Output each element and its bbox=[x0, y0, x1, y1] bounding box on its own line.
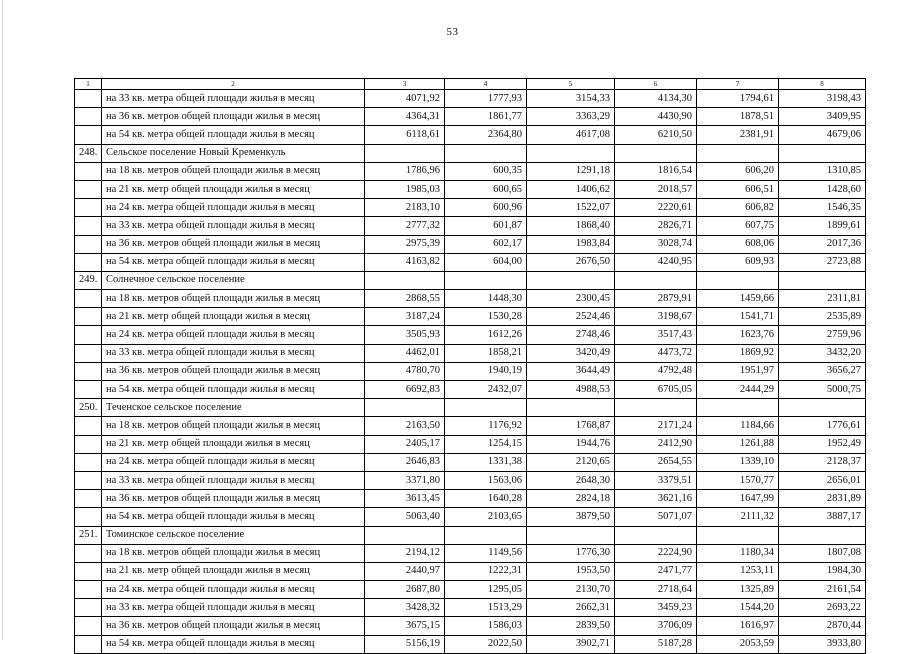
value-cell: 2120,65 bbox=[527, 453, 615, 471]
value-cell: 1586,03 bbox=[445, 617, 527, 635]
column-number: 8 bbox=[779, 79, 866, 90]
settlement-name: Сельское поселение Новый Кременкуль bbox=[102, 144, 365, 162]
empty-cell bbox=[445, 399, 527, 417]
value-cell: 2364,80 bbox=[445, 126, 527, 144]
value-cell: 2111,32 bbox=[697, 508, 779, 526]
value-cell: 5071,07 bbox=[615, 508, 697, 526]
value-cell: 2654,55 bbox=[615, 453, 697, 471]
value-cell: 1331,38 bbox=[445, 453, 527, 471]
value-cell: 608,06 bbox=[697, 235, 779, 253]
empty-cell bbox=[527, 271, 615, 289]
row-number-cell bbox=[75, 381, 102, 399]
value-cell: 2687,80 bbox=[365, 581, 445, 599]
empty-cell bbox=[527, 144, 615, 162]
value-cell: 3198,67 bbox=[615, 308, 697, 326]
area-description: на 21 кв. метр общей площади жилья в месяц bbox=[102, 562, 365, 580]
value-cell: 6118,61 bbox=[365, 126, 445, 144]
empty-cell bbox=[697, 526, 779, 544]
tariff-table bbox=[74, 78, 866, 654]
column-number: 3 bbox=[365, 79, 445, 90]
value-cell: 4240,95 bbox=[615, 253, 697, 271]
value-cell: 1254,15 bbox=[445, 435, 527, 453]
value-cell: 1861,77 bbox=[445, 108, 527, 126]
row-number-cell bbox=[75, 417, 102, 435]
value-cell: 4988,53 bbox=[527, 381, 615, 399]
value-cell: 2432,07 bbox=[445, 381, 527, 399]
value-cell: 1513,29 bbox=[445, 599, 527, 617]
row-number-cell bbox=[75, 180, 102, 198]
value-cell: 1176,92 bbox=[445, 417, 527, 435]
value-cell: 1295,05 bbox=[445, 581, 527, 599]
table-row bbox=[75, 290, 866, 308]
value-cell: 1985,03 bbox=[365, 180, 445, 198]
value-cell: 2224,90 bbox=[615, 544, 697, 562]
value-cell: 2693,22 bbox=[779, 599, 866, 617]
value-cell: 1570,77 bbox=[697, 471, 779, 489]
value-cell: 2311,81 bbox=[779, 290, 866, 308]
value-cell: 2975,39 bbox=[365, 235, 445, 253]
value-cell: 2194,12 bbox=[365, 544, 445, 562]
value-cell: 1339,10 bbox=[697, 453, 779, 471]
value-cell: 6210,50 bbox=[615, 126, 697, 144]
value-cell: 601,87 bbox=[445, 217, 527, 235]
row-number-cell bbox=[75, 108, 102, 126]
value-cell: 1406,62 bbox=[527, 180, 615, 198]
settlement-name: Солнечное сельское поселение bbox=[102, 271, 365, 289]
value-cell: 2405,17 bbox=[365, 435, 445, 453]
value-cell: 1184,66 bbox=[697, 417, 779, 435]
area-description: на 18 кв. метров общей площади жилья в месяц bbox=[102, 544, 365, 562]
value-cell: 1768,87 bbox=[527, 417, 615, 435]
table-row bbox=[75, 599, 866, 617]
value-cell: 1612,26 bbox=[445, 326, 527, 344]
value-cell: 3517,43 bbox=[615, 326, 697, 344]
value-cell: 1149,56 bbox=[445, 544, 527, 562]
value-cell: 5000,75 bbox=[779, 381, 866, 399]
row-number-cell bbox=[75, 508, 102, 526]
value-cell: 2183,10 bbox=[365, 199, 445, 217]
area-description: на 33 кв. метра общей площади жилья в месяц bbox=[102, 599, 365, 617]
value-cell: 1647,99 bbox=[697, 490, 779, 508]
value-cell: 2440,97 bbox=[365, 562, 445, 580]
row-number-cell bbox=[75, 471, 102, 489]
value-cell: 4163,82 bbox=[365, 253, 445, 271]
area-description: на 54 кв. метра общей площади жилья в месяц bbox=[102, 381, 365, 399]
empty-cell bbox=[779, 144, 866, 162]
row-number-cell bbox=[75, 490, 102, 508]
value-cell: 1428,60 bbox=[779, 180, 866, 198]
empty-cell bbox=[365, 271, 445, 289]
table-row bbox=[75, 417, 866, 435]
area-description: на 36 кв. метров общей площади жилья в месяц bbox=[102, 362, 365, 380]
empty-cell bbox=[779, 271, 866, 289]
value-cell: 3505,93 bbox=[365, 326, 445, 344]
empty-cell bbox=[365, 144, 445, 162]
value-cell: 1777,93 bbox=[445, 90, 527, 108]
column-number: 4 bbox=[445, 79, 527, 90]
area-description: на 36 кв. метров общей площади жилья в месяц bbox=[102, 108, 365, 126]
area-description: на 36 кв. метров общей площади жилья в месяц bbox=[102, 617, 365, 635]
row-number-cell bbox=[75, 326, 102, 344]
value-cell: 3198,43 bbox=[779, 90, 866, 108]
table-row bbox=[75, 508, 866, 526]
value-cell: 5187,28 bbox=[615, 635, 697, 653]
value-cell: 1253,11 bbox=[697, 562, 779, 580]
value-cell: 3644,49 bbox=[527, 362, 615, 380]
empty-cell bbox=[779, 526, 866, 544]
value-cell: 2524,46 bbox=[527, 308, 615, 326]
row-number-cell bbox=[75, 217, 102, 235]
value-cell: 3887,17 bbox=[779, 508, 866, 526]
column-number: 2 bbox=[102, 79, 365, 90]
row-number-cell bbox=[75, 635, 102, 653]
area-description: на 54 кв. метра общей площади жилья в месяц bbox=[102, 508, 365, 526]
table-row bbox=[75, 108, 866, 126]
value-cell: 3613,45 bbox=[365, 490, 445, 508]
value-cell: 600,65 bbox=[445, 180, 527, 198]
row-number-cell bbox=[75, 344, 102, 362]
value-cell: 604,00 bbox=[445, 253, 527, 271]
value-cell: 1541,71 bbox=[697, 308, 779, 326]
table-row bbox=[75, 471, 866, 489]
value-cell: 2759,96 bbox=[779, 326, 866, 344]
value-cell: 600,35 bbox=[445, 162, 527, 180]
value-cell: 2646,83 bbox=[365, 453, 445, 471]
area-description: на 21 кв. метр общей площади жилья в месяц bbox=[102, 180, 365, 198]
area-description: на 36 кв. метров общей площади жилья в месяц bbox=[102, 235, 365, 253]
settlement-row bbox=[75, 271, 866, 289]
area-description: на 24 кв. метра общей площади жилья в месяц bbox=[102, 326, 365, 344]
row-number-cell bbox=[75, 562, 102, 580]
value-cell: 1776,61 bbox=[779, 417, 866, 435]
area-description: на 33 кв. метра общей площади жилья в месяц bbox=[102, 90, 365, 108]
value-cell: 3187,24 bbox=[365, 308, 445, 326]
value-cell: 2826,71 bbox=[615, 217, 697, 235]
empty-cell bbox=[527, 399, 615, 417]
value-cell: 4071,92 bbox=[365, 90, 445, 108]
value-cell: 1261,88 bbox=[697, 435, 779, 453]
value-cell: 3459,23 bbox=[615, 599, 697, 617]
value-cell: 3879,50 bbox=[527, 508, 615, 526]
value-cell: 4473,72 bbox=[615, 344, 697, 362]
value-cell: 3675,15 bbox=[365, 617, 445, 635]
empty-cell bbox=[615, 271, 697, 289]
value-cell: 4134,30 bbox=[615, 90, 697, 108]
value-cell: 2018,57 bbox=[615, 180, 697, 198]
row-number-cell bbox=[75, 544, 102, 562]
settlement-name: Томинское сельское поселение bbox=[102, 526, 365, 544]
value-cell: 1869,92 bbox=[697, 344, 779, 362]
table-row bbox=[75, 453, 866, 471]
row-number-cell bbox=[75, 199, 102, 217]
value-cell: 3379,51 bbox=[615, 471, 697, 489]
value-cell: 3409,95 bbox=[779, 108, 866, 126]
value-cell: 1530,28 bbox=[445, 308, 527, 326]
value-cell: 2831,89 bbox=[779, 490, 866, 508]
value-cell: 2868,55 bbox=[365, 290, 445, 308]
value-cell: 2748,46 bbox=[527, 326, 615, 344]
value-cell: 609,93 bbox=[697, 253, 779, 271]
column-number: 6 bbox=[615, 79, 697, 90]
row-number-cell bbox=[75, 290, 102, 308]
value-cell: 2718,64 bbox=[615, 581, 697, 599]
area-description: на 24 кв. метра общей площади жилья в месяц bbox=[102, 581, 365, 599]
value-cell: 1951,97 bbox=[697, 362, 779, 380]
table-row bbox=[75, 490, 866, 508]
value-cell: 4364,31 bbox=[365, 108, 445, 126]
value-cell: 2824,18 bbox=[527, 490, 615, 508]
value-cell: 1952,49 bbox=[779, 435, 866, 453]
table-row bbox=[75, 544, 866, 562]
row-number-cell bbox=[75, 617, 102, 635]
settlement-row bbox=[75, 526, 866, 544]
value-cell: 1546,35 bbox=[779, 199, 866, 217]
value-cell: 1794,61 bbox=[697, 90, 779, 108]
settlement-number: 250. bbox=[75, 399, 102, 417]
value-cell: 2777,32 bbox=[365, 217, 445, 235]
page-number: 53 bbox=[446, 26, 459, 38]
value-cell: 2870,44 bbox=[779, 617, 866, 635]
value-cell: 1222,31 bbox=[445, 562, 527, 580]
value-cell: 2103,65 bbox=[445, 508, 527, 526]
value-cell: 2300,45 bbox=[527, 290, 615, 308]
area-description: на 33 кв. метра общей площади жилья в месяц bbox=[102, 217, 365, 235]
empty-cell bbox=[445, 526, 527, 544]
value-cell: 4679,06 bbox=[779, 126, 866, 144]
row-number-cell bbox=[75, 362, 102, 380]
value-cell: 606,20 bbox=[697, 162, 779, 180]
value-cell: 1616,97 bbox=[697, 617, 779, 635]
empty-cell bbox=[779, 399, 866, 417]
row-number-cell bbox=[75, 90, 102, 108]
area-description: на 54 кв. метра общей площади жилья в месяц bbox=[102, 253, 365, 271]
value-cell: 1807,08 bbox=[779, 544, 866, 562]
table-row bbox=[75, 126, 866, 144]
row-number-cell bbox=[75, 581, 102, 599]
empty-cell bbox=[527, 526, 615, 544]
settlement-number: 249. bbox=[75, 271, 102, 289]
empty-cell bbox=[615, 526, 697, 544]
empty-cell bbox=[697, 144, 779, 162]
row-number-cell bbox=[75, 435, 102, 453]
area-description: на 54 кв. метра общей площади жилья в месяц bbox=[102, 635, 365, 653]
value-cell: 600,96 bbox=[445, 199, 527, 217]
table-row bbox=[75, 253, 866, 271]
value-cell: 1878,51 bbox=[697, 108, 779, 126]
area-description: на 54 кв. метра общей площади жилья в месяц bbox=[102, 126, 365, 144]
value-cell: 2676,50 bbox=[527, 253, 615, 271]
area-description: на 21 кв. метр общей площади жилья в месяц bbox=[102, 435, 365, 453]
value-cell: 3902,71 bbox=[527, 635, 615, 653]
value-cell: 1544,20 bbox=[697, 599, 779, 617]
value-cell: 2171,24 bbox=[615, 417, 697, 435]
value-cell: 4430,90 bbox=[615, 108, 697, 126]
row-number-cell bbox=[75, 599, 102, 617]
table-row bbox=[75, 90, 866, 108]
table-row bbox=[75, 180, 866, 198]
value-cell: 3028,74 bbox=[615, 235, 697, 253]
empty-cell bbox=[445, 271, 527, 289]
value-cell: 2879,91 bbox=[615, 290, 697, 308]
value-cell: 607,75 bbox=[697, 217, 779, 235]
value-cell: 1944,76 bbox=[527, 435, 615, 453]
value-cell: 3432,20 bbox=[779, 344, 866, 362]
value-cell: 1786,96 bbox=[365, 162, 445, 180]
value-cell: 606,82 bbox=[697, 199, 779, 217]
table-row bbox=[75, 344, 866, 362]
empty-cell bbox=[697, 271, 779, 289]
value-cell: 5063,40 bbox=[365, 508, 445, 526]
value-cell: 1640,28 bbox=[445, 490, 527, 508]
table-row bbox=[75, 381, 866, 399]
area-description: на 18 кв. метров общей площади жилья в месяц bbox=[102, 417, 365, 435]
column-number-row bbox=[75, 79, 866, 90]
row-number-cell bbox=[75, 162, 102, 180]
row-number-cell bbox=[75, 453, 102, 471]
value-cell: 2128,37 bbox=[779, 453, 866, 471]
value-cell: 6692,83 bbox=[365, 381, 445, 399]
value-cell: 4792,48 bbox=[615, 362, 697, 380]
value-cell: 2017,36 bbox=[779, 235, 866, 253]
area-description: на 33 кв. метра общей площади жилья в месяц bbox=[102, 471, 365, 489]
value-cell: 602,17 bbox=[445, 235, 527, 253]
value-cell: 2022,50 bbox=[445, 635, 527, 653]
value-cell: 1984,30 bbox=[779, 562, 866, 580]
value-cell: 1868,40 bbox=[527, 217, 615, 235]
empty-cell bbox=[365, 399, 445, 417]
value-cell: 1310,85 bbox=[779, 162, 866, 180]
value-cell: 1448,30 bbox=[445, 290, 527, 308]
value-cell: 3656,27 bbox=[779, 362, 866, 380]
settlement-number: 251. bbox=[75, 526, 102, 544]
table-row bbox=[75, 162, 866, 180]
value-cell: 2130,70 bbox=[527, 581, 615, 599]
value-cell: 4617,08 bbox=[527, 126, 615, 144]
table-row bbox=[75, 617, 866, 635]
table-row bbox=[75, 235, 866, 253]
table-row bbox=[75, 635, 866, 653]
value-cell: 2723,88 bbox=[779, 253, 866, 271]
value-cell: 1776,30 bbox=[527, 544, 615, 562]
area-description: на 24 кв. метра общей площади жилья в месяц bbox=[102, 453, 365, 471]
row-number-cell bbox=[75, 235, 102, 253]
value-cell: 1563,06 bbox=[445, 471, 527, 489]
scan-margin-line bbox=[2, 0, 3, 640]
value-cell: 2412,90 bbox=[615, 435, 697, 453]
value-cell: 3706,09 bbox=[615, 617, 697, 635]
value-cell: 1291,18 bbox=[527, 162, 615, 180]
column-number: 5 bbox=[527, 79, 615, 90]
table-row bbox=[75, 199, 866, 217]
settlement-row bbox=[75, 399, 866, 417]
row-number-cell bbox=[75, 253, 102, 271]
empty-cell bbox=[615, 399, 697, 417]
empty-cell bbox=[697, 399, 779, 417]
area-description: на 24 кв. метра общей площади жилья в месяц bbox=[102, 199, 365, 217]
table-row bbox=[75, 362, 866, 380]
value-cell: 1940,19 bbox=[445, 362, 527, 380]
empty-cell bbox=[445, 144, 527, 162]
value-cell: 1325,89 bbox=[697, 581, 779, 599]
area-description: на 36 кв. метров общей площади жилья в месяц bbox=[102, 490, 365, 508]
value-cell: 4780,70 bbox=[365, 362, 445, 380]
value-cell: 1953,50 bbox=[527, 562, 615, 580]
table-row bbox=[75, 326, 866, 344]
value-cell: 3371,80 bbox=[365, 471, 445, 489]
value-cell: 2471,77 bbox=[615, 562, 697, 580]
settlement-name: Теченское сельское поселение bbox=[102, 399, 365, 417]
value-cell: 1816,54 bbox=[615, 162, 697, 180]
value-cell: 2662,31 bbox=[527, 599, 615, 617]
column-number: 1 bbox=[75, 79, 102, 90]
value-cell: 1180,34 bbox=[697, 544, 779, 562]
area-description: на 33 кв. метра общей площади жилья в месяц bbox=[102, 344, 365, 362]
area-description: на 18 кв. метров общей площади жилья в месяц bbox=[102, 162, 365, 180]
table-row bbox=[75, 562, 866, 580]
value-cell: 2535,89 bbox=[779, 308, 866, 326]
value-cell: 2381,91 bbox=[697, 126, 779, 144]
value-cell: 1858,21 bbox=[445, 344, 527, 362]
value-cell: 1522,07 bbox=[527, 199, 615, 217]
value-cell: 2053,59 bbox=[697, 635, 779, 653]
value-cell: 3154,33 bbox=[527, 90, 615, 108]
value-cell: 1983,84 bbox=[527, 235, 615, 253]
value-cell: 1623,76 bbox=[697, 326, 779, 344]
value-cell: 1459,66 bbox=[697, 290, 779, 308]
row-number-cell bbox=[75, 308, 102, 326]
value-cell: 3621,16 bbox=[615, 490, 697, 508]
value-cell: 3363,29 bbox=[527, 108, 615, 126]
row-number-cell bbox=[75, 126, 102, 144]
value-cell: 6705,05 bbox=[615, 381, 697, 399]
empty-cell bbox=[365, 526, 445, 544]
table-row bbox=[75, 217, 866, 235]
settlement-number: 248. bbox=[75, 144, 102, 162]
area-description: на 18 кв. метров общей площади жилья в месяц bbox=[102, 290, 365, 308]
table-row bbox=[75, 581, 866, 599]
value-cell: 2444,29 bbox=[697, 381, 779, 399]
value-cell: 2163,50 bbox=[365, 417, 445, 435]
value-cell: 2839,50 bbox=[527, 617, 615, 635]
value-cell: 606,51 bbox=[697, 180, 779, 198]
value-cell: 3420,49 bbox=[527, 344, 615, 362]
value-cell: 2656,01 bbox=[779, 471, 866, 489]
value-cell: 3428,32 bbox=[365, 599, 445, 617]
column-number: 7 bbox=[697, 79, 779, 90]
empty-cell bbox=[615, 144, 697, 162]
settlement-row bbox=[75, 144, 866, 162]
table-row bbox=[75, 435, 866, 453]
area-description: на 21 кв. метр общей площади жилья в месяц bbox=[102, 308, 365, 326]
value-cell: 2648,30 bbox=[527, 471, 615, 489]
value-cell: 5156,19 bbox=[365, 635, 445, 653]
table-body bbox=[75, 79, 866, 654]
value-cell: 1899,61 bbox=[779, 217, 866, 235]
value-cell: 2220,61 bbox=[615, 199, 697, 217]
value-cell: 4462,01 bbox=[365, 344, 445, 362]
table-row bbox=[75, 308, 866, 326]
value-cell: 3933,80 bbox=[779, 635, 866, 653]
value-cell: 2161,54 bbox=[779, 581, 866, 599]
